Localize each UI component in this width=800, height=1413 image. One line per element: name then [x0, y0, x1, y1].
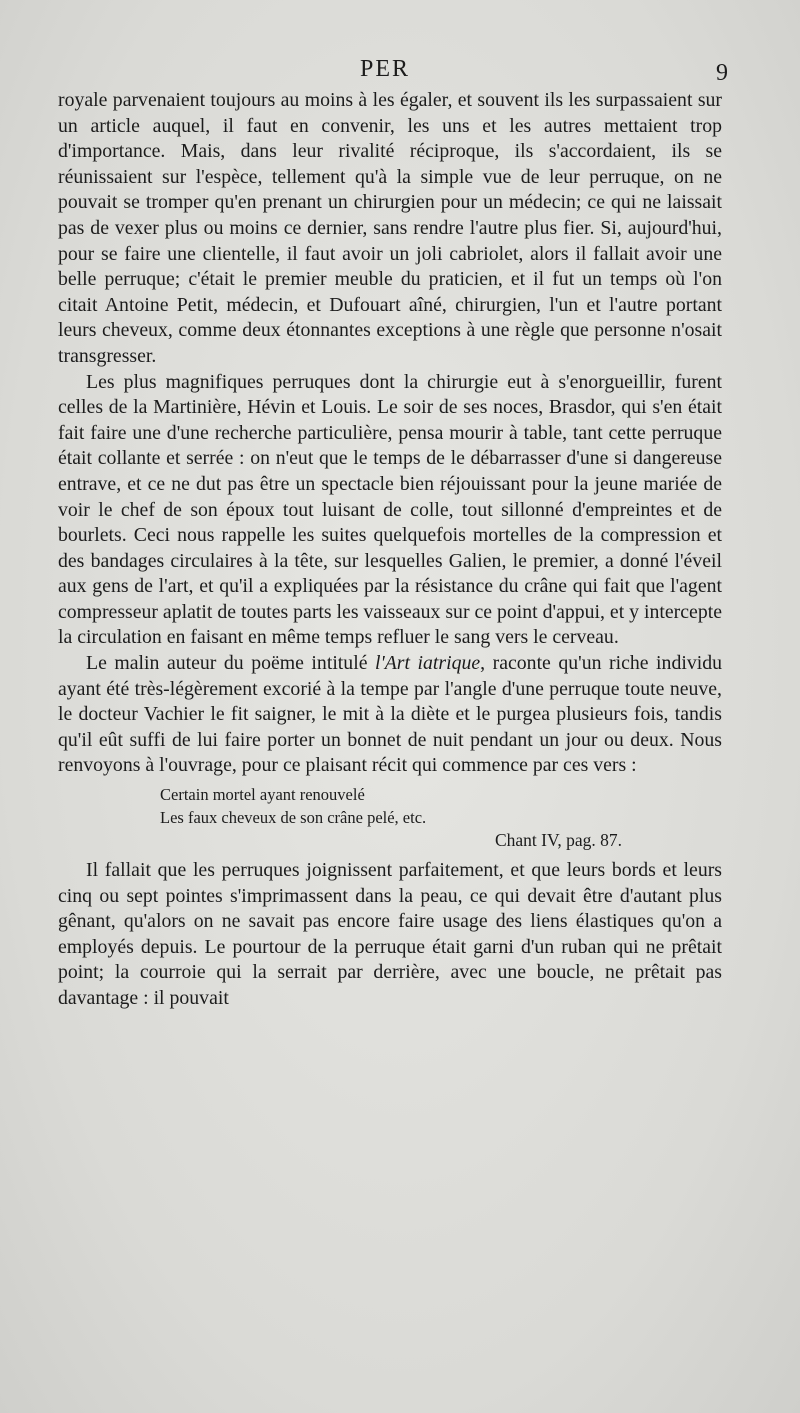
verse-quotation: [58, 783, 722, 852]
book-title-italic: l'Art iatrique: [375, 652, 481, 675]
body-text: [58, 88, 722, 1012]
verse-line: Certain mortel ayant renouvelé: [160, 785, 365, 805]
paragraph-art-iatrique: [58, 651, 722, 779]
paragraph-text: Le malin auteur du poëme intitulé: [86, 652, 375, 675]
running-head: [60, 56, 728, 86]
paragraph-joindre: Il fallait que les perruques joignissent parfaitement, et que leurs bords et leurs cinq ou sept pointes s'imprimassent dans la peau, ce qui devait être d'autant plus gênant, qu'alors on ne savait pas encore faire usage des liens élastiques qu'on a employés depuis. Le pourtour de la perruque était garni d'un ruban qui ne prêtait point; la courroie qui la serrait par derrière, avec une boucle, ne prêtait pas davantage : il pouvait: [58, 859, 722, 1009]
verse-line: Les faux cheveux de son crâne pelé, etc.: [160, 808, 427, 828]
page-number: 9: [716, 60, 728, 86]
paragraph-perruques-chirurgie: Les plus magnifiques perruques dont la chirurgie eut à s'enorgueillir, furent celles de la Martinière, Hévin et Louis. Le soir de ses noces, Brasdor, qui s'en était fait faire une d'une recherche particulière, pensa mourir à table, tant cette perruque était collante et serrée : on n'eut que le temps de le débarrasser d'une si dangereuse entrave, et ce ne dut pas être un spectacle bien réjouissant pour la jeune mariée de voir le chef de son époux tout luisant de colle, tout sillonné d'empreintes et de bourlets. Ceci nous rappelle les suites quelquefois mortelles de la compression et des bandages circulaires à la tête, sur lesquelles Galien, le premier, a donné l'éveil aux gens de l'art, et qu'il a expliquées par la résistance du crâne qui fait que l'agent compresseur aplatit de toutes parts les vaisseaux sur ce point d'appui, et y intercepte la circulation en faisant en même temps refluer le sang vers le cerveau.: [58, 370, 722, 649]
running-head-title: PER: [359, 56, 410, 82]
paragraph-text: , raconte qu'un riche individu ayant été très-légèrement excorié à la tempe par l'angle d'une perruque toute neuve, le docteur Vachier le fit saigner, le mit à la diète et le purgea plusieurs fois, tandis qu'il eût suffi de lui faire porter un bonnet de nuit pendant un jour ou deux. Nous renvoyons à l'ouvrage, pour ce plaisant récit qui commence par ces vers :: [58, 652, 722, 777]
verse-source: Chant IV, pag. 87.: [494, 830, 622, 851]
paragraph-continued: royale parvenaient toujours au moins à les égaler, et souvent ils les surpassaient sur un article auquel, il faut en convenir, les uns et les autres mettaient trop d'importance. Mais, dans leur rivalité réciproque, ils s'accordaient, ils se réunissaient sur l'espèce, tellement qu'à la simple vue de leur perruque, on ne pouvait se tromper qu'en prenant un chirurgien pour un médecin; ce qui ne laissait pas de vexer plus ou moins ce dernier, sans rendre l'autre plus fier. Si, aujourd'hui, pour se faire une clientelle, il faut avoir un joli cabriolet, alors il fallait avoir une belle perruque; c'était le premier meuble du praticien, et il fut un temps où l'on citait Antoine Petit, médecin, et Dufouart aîné, chirurgien, l'un et l'autre portant leurs cheveux, comme deux étonnantes exceptions à une règle que personne n'osait transgresser.: [58, 89, 722, 367]
